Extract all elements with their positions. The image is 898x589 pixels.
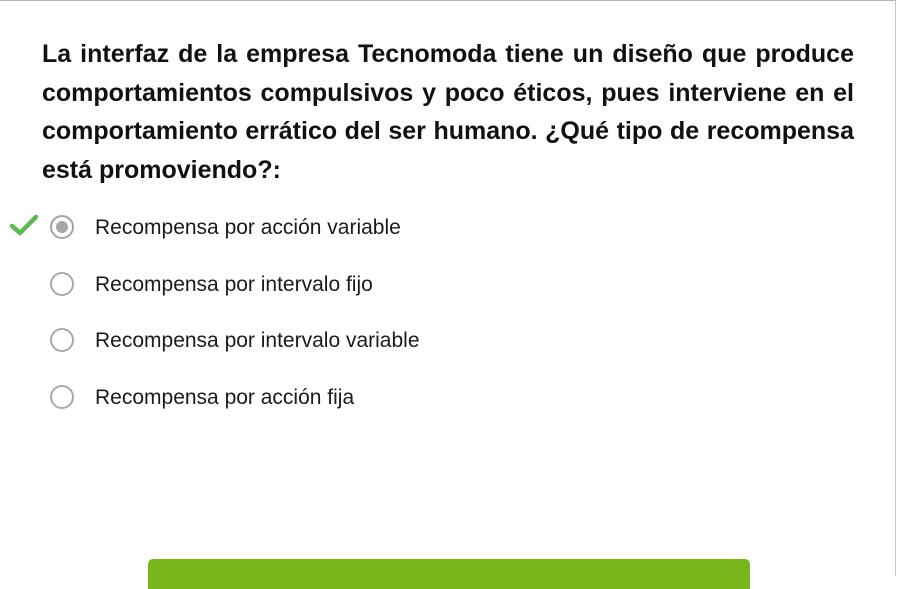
answer-label: Recompensa por acción fija — [95, 385, 355, 409]
check-icon — [10, 213, 38, 237]
radio-button[interactable] — [50, 328, 74, 352]
question-text: La interfaz de la empresa Tecnomoda tiene un diseño que produce comportamientos compulsivos y poco éticos, pues interviene en el comportamiento errático del ser humano. ¿Qué tipo de recompensa está promoviendo?: — [42, 40, 854, 184]
radio-button[interactable] — [50, 272, 74, 296]
radio-button[interactable] — [50, 385, 74, 409]
submit-button[interactable] — [148, 559, 750, 589]
answer-option-2[interactable] — [0, 262, 896, 319]
answer-label: Recompensa por acción variable — [95, 216, 401, 239]
answer-option-1[interactable] — [0, 205, 896, 262]
answer-label: Recompensa por intervalo variable — [95, 329, 420, 352]
answer-label: Recompensa por intervalo fijo — [95, 272, 373, 296]
answer-option-3[interactable] — [0, 318, 896, 375]
answer-option-4[interactable] — [0, 375, 896, 432]
answer-options — [0, 205, 896, 431]
radio-button-selected[interactable] — [50, 215, 74, 239]
